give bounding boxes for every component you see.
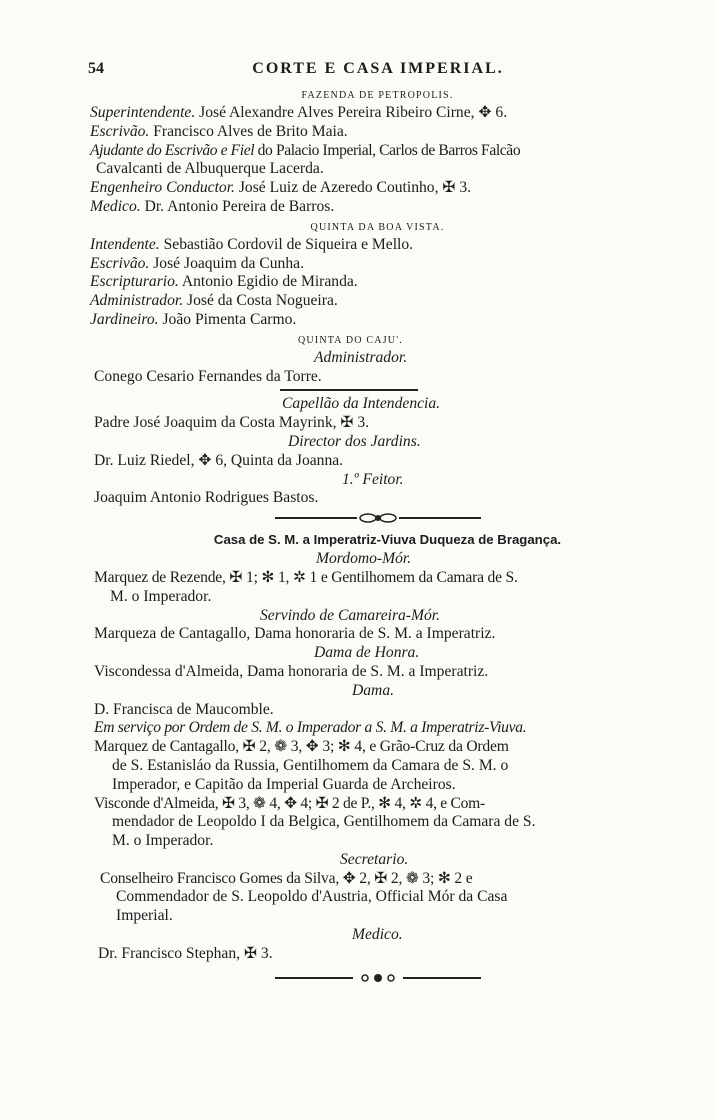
service-heading: Em serviço por Ordem de S. M. o Imperador a S. M. a Imperatriz-Viuva. (94, 719, 527, 737)
entry-continuation: Commendador de S. Leopoldo d'Austria, Official Mór da Casa (116, 888, 508, 906)
page-title: CORTE E CASA IMPERIAL. (252, 60, 504, 77)
entry-line: Conego Cesario Fernandes da Torre. (94, 367, 322, 385)
role-label: Escrivão. (90, 122, 150, 140)
entry-line (90, 292, 665, 311)
role-heading: Director dos Jardins. (288, 432, 421, 450)
entry-continuation: mendador de Leopoldo I da Belgica, Gentilhomem da Camara de S. (112, 813, 536, 831)
page-number: 54 (88, 60, 104, 77)
entry-line (90, 179, 665, 198)
entry-text: José Luiz de Azeredo Coutinho, ✠ 3. (234, 179, 472, 197)
role-heading: Dama de Honra. (314, 644, 420, 662)
entry-continuation: M. o Imperador. (110, 587, 212, 605)
entry-line: Dr. Francisco Stephan, ✠ 3. (98, 944, 273, 962)
entry-line (90, 123, 665, 142)
entry-line: Padre José Joaquim da Costa Mayrink, ✠ 3. (94, 414, 370, 432)
entry-line: D. Francisca de Maucomble. (94, 700, 274, 718)
section-heading-boa-vista: QUINTA DA BOA VISTA. (310, 221, 445, 233)
ornament-tailpiece (273, 972, 483, 984)
entry-line (90, 311, 665, 330)
entry-line (90, 273, 665, 292)
role-heading: Servindo de Camareira-Mór. (260, 606, 441, 624)
entry-text: Antonio Egidio de Miranda. (178, 273, 358, 291)
ornament-divider (273, 512, 483, 524)
entry-continuation: de S. Estanisláo da Russia, Gentilhomem da Camara de S. M. o (112, 756, 509, 774)
role-label: Ajudante do Escrivão e Fiel (90, 141, 255, 159)
role-label: Escripturario. (90, 273, 179, 291)
page-body (90, 88, 665, 990)
entry-line: Dr. Luiz Riedel, ✥ 6, Quinta da Joanna. (94, 451, 344, 469)
entry-text: João Pimenta Carmo. (158, 310, 297, 328)
entry-line: Marqueza de Cantagallo, Dama honoraria de S. M. a Imperatriz. (94, 625, 496, 643)
entry-line: Marquez de Cantagallo, ✠ 2, ❁ 3, ✥ 3; ✻ 4, e Grão-Cruz da Ordem (94, 738, 509, 756)
role-label: Intendente. (90, 235, 160, 253)
entry-continuation: M. o Imperador. (112, 832, 214, 850)
entry-line (90, 142, 665, 161)
entry-text: José da Costa Nogueira. (183, 292, 338, 310)
entry-text: do Palacio Imperial, Carlos de Barros Falcão (254, 141, 521, 159)
section-heading-casa-imperatriz: Casa de S. M. a Imperatriz-Viuva Duqueza de Bragança. (213, 532, 562, 548)
role-heading: Dama. (352, 681, 395, 699)
entry-text: Dr. Antonio Pereira de Barros. (140, 197, 335, 215)
role-label: Superintendente. (90, 104, 196, 121)
entry-line (90, 236, 665, 255)
role-label: Jardineiro. (90, 310, 159, 328)
role-heading: 1.º Feitor. (342, 470, 404, 488)
entry-line: Joaquim Antonio Rodrigues Bastos. (94, 489, 319, 507)
entry-line: Marquez de Rezende, ✠ 1; ✻ 1, ✲ 1 e Gentilhomem da Camara de S. (94, 568, 518, 586)
entry-line: Conselheiro Francisco Gomes da Silva, ✥ 2, ✠ 2, ❁ 3; ✻ 2 e (100, 869, 473, 887)
section-heading-petropolis: FAZENDA DE PETROPOLIS. (301, 90, 454, 101)
entry-continuation: Cavalcanti de Albuquerque Lacerda. (96, 160, 324, 178)
entry-text: Sebastião Cordovil de Siqueira e Mello. (159, 235, 414, 253)
role-label: Administrador. (90, 292, 184, 310)
entry-text: José Alexandre Alves Pereira Ribeiro Cirne, ✥ 6. (195, 104, 508, 121)
role-heading: Mordomo-Mór. (316, 550, 412, 568)
role-heading: Secretario. (340, 850, 409, 868)
role-label: Engenheiro Conductor. (90, 179, 235, 197)
entry-line: Visconde d'Almeida, ✠ 3, ❁ 4, ✥ 4; ✠ 2 de P., ✻ 4, ✲ 4, e Com- (94, 794, 485, 812)
section-rule (280, 389, 418, 391)
entry-line (90, 255, 665, 274)
role-heading: Medico. (352, 926, 403, 944)
section-heading-caju: QUINTA DO CAJU'. (298, 334, 403, 346)
entry-continuation: Imperial. (116, 907, 173, 925)
entry-line (90, 198, 665, 217)
role-label: Escrivão. (90, 254, 150, 272)
role-label: Medico. (90, 197, 141, 215)
role-heading: Capellão da Intendencia. (282, 395, 441, 413)
entry-text: José Joaquim da Cunha. (149, 254, 304, 272)
entry-line: Viscondessa d'Almeida, Dama honoraria de S. M. a Imperatriz. (94, 662, 489, 680)
role-heading: Administrador. (314, 348, 408, 366)
entry-text: Francisco Alves de Brito Maia. (149, 122, 348, 140)
entry-continuation: Imperador, e Capitão da Imperial Guarda de Archeiros. (112, 775, 456, 793)
entry-line (90, 104, 665, 123)
running-head (88, 60, 668, 84)
